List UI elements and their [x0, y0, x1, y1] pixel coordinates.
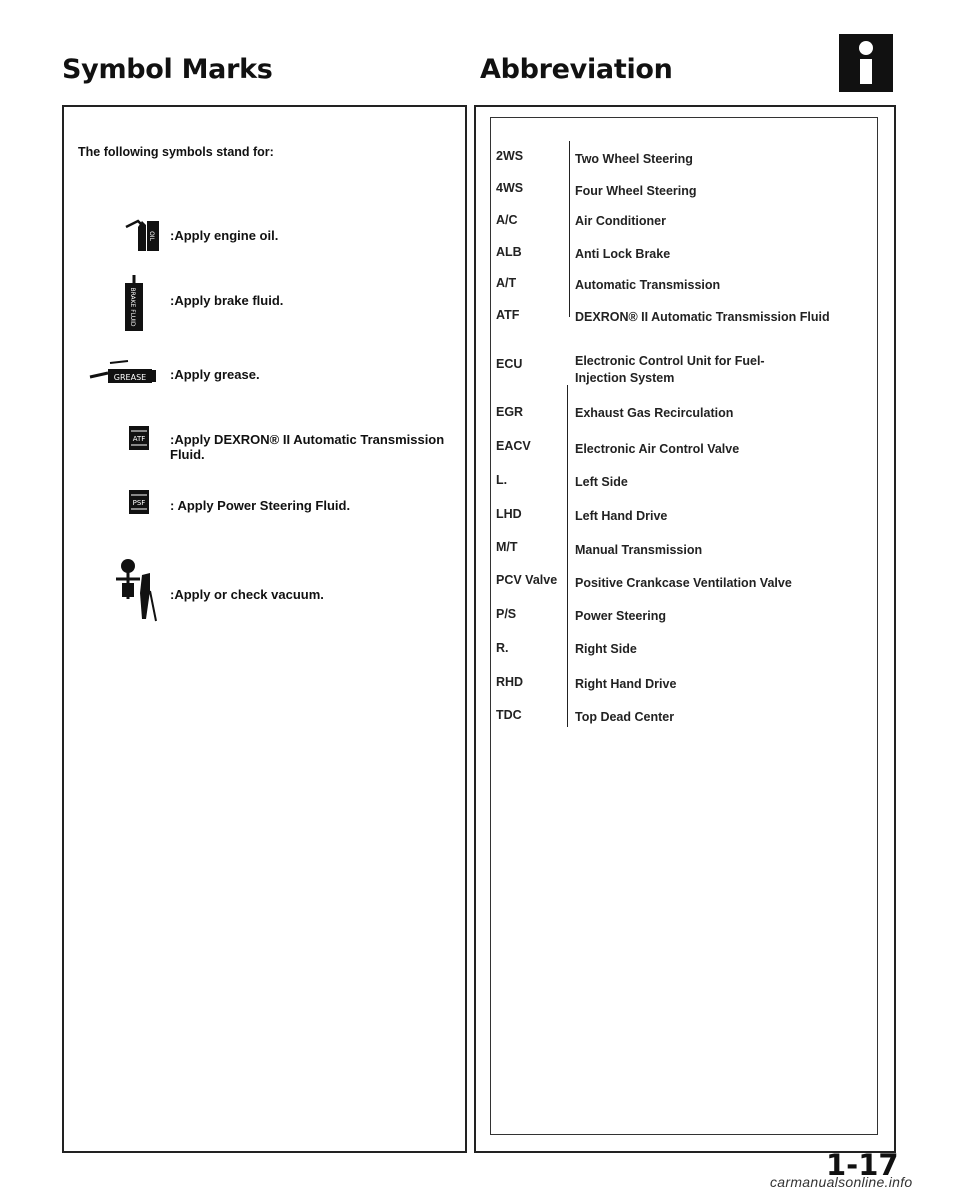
abbreviation-meaning: Positive Crankcase Ventilation Valve	[575, 576, 792, 590]
symbol-description: : Apply Power Steering Fluid.	[170, 498, 351, 513]
abbreviation-term: ECU	[496, 357, 523, 371]
brake-fluid-icon	[114, 273, 154, 335]
abbreviation-term: LHD	[496, 507, 522, 521]
info-icon	[839, 34, 893, 92]
abbreviation-meaning: Manual Transmission	[575, 543, 703, 557]
grease-icon	[88, 359, 160, 387]
abbreviation-meaning: Electronic Control Unit for Fuel-Injection System	[575, 354, 765, 385]
abbreviation-meaning: DEXRON® II Automatic Transmission Fluid	[575, 310, 830, 324]
abbreviation-table-frame	[490, 117, 878, 1135]
engine-oil-icon	[122, 215, 162, 255]
abbreviation-term: A/C	[496, 213, 518, 227]
abbreviation-meaning: Left Hand Drive	[575, 509, 668, 523]
abbreviation-meaning: Left Side	[575, 475, 628, 489]
column-divider	[567, 541, 568, 727]
abbreviation-meaning: Right Side	[575, 642, 637, 656]
abbreviation-term: P/S	[496, 607, 517, 621]
abbreviation-meaning: Electronic Air Control Valve	[575, 442, 740, 456]
abbreviation-term: L.	[496, 473, 508, 487]
abbreviation-term: ALB	[496, 245, 522, 259]
abbreviation-term: TDC	[496, 708, 522, 722]
abbreviation-term: R.	[496, 641, 509, 655]
symbol-marks-panel	[62, 105, 467, 1153]
column-divider	[569, 141, 570, 317]
abbreviation-meaning: Right Hand Drive	[575, 677, 677, 691]
atf-icon	[128, 425, 150, 451]
page-number: 1-17	[826, 1148, 899, 1182]
symbol-description: :Apply DEXRON® II Automatic Transmission Fluid.	[170, 432, 445, 462]
svg-text:PSF: PSF	[132, 499, 146, 507]
abbreviation-term: ATF	[496, 308, 520, 322]
abbreviation-meaning: Top Dead Center	[575, 710, 675, 724]
symbol-description: :Apply brake fluid.	[170, 293, 284, 308]
abbreviation-meaning: Automatic Transmission	[575, 278, 721, 292]
svg-text:ATF: ATF	[132, 435, 146, 443]
symbol-description: :Apply grease.	[170, 367, 260, 382]
symbol-item	[64, 425, 464, 475]
abbreviation-panel	[474, 105, 896, 1153]
symbol-marks-heading: Symbol Marks	[62, 54, 273, 85]
psf-icon	[128, 489, 150, 515]
abbreviation-term: A/T	[496, 276, 517, 290]
svg-text:OIL: OIL	[148, 231, 155, 241]
svg-text:BRAKE FLUID: BRAKE FLUID	[129, 287, 136, 327]
symbol-item	[64, 489, 464, 539]
abbreviation-term: EACV	[496, 439, 531, 453]
abbreviation-term: 4WS	[496, 181, 524, 195]
symbol-item	[64, 215, 464, 265]
abbreviation-term: PCV Valve	[496, 573, 558, 587]
symbol-item	[64, 557, 464, 607]
abbreviation-meaning: Two Wheel Steering	[575, 152, 693, 166]
symbol-description: :Apply engine oil.	[170, 228, 279, 243]
symbols-intro: The following symbols stand for:	[78, 145, 274, 159]
watermark-url: carmanualsonline.info	[770, 1174, 913, 1190]
abbreviation-meaning: Air Conditioner	[575, 214, 666, 228]
abbreviation-meaning: Four Wheel Steering	[575, 184, 697, 198]
svg-text:GREASE: GREASE	[113, 373, 147, 382]
abbreviation-meaning: Power Steering	[575, 609, 666, 623]
abbreviation-heading: Abbreviation	[480, 54, 673, 85]
symbol-item	[64, 273, 464, 327]
symbol-item	[64, 359, 464, 409]
abbreviation-term: EGR	[496, 405, 524, 419]
abbreviation-term: M/T	[496, 540, 518, 554]
abbreviation-term: 2WS	[496, 149, 524, 163]
abbreviation-meaning: Exhaust Gas Recirculation	[575, 406, 734, 420]
vacuum-icon	[114, 557, 160, 627]
abbreviation-term: RHD	[496, 675, 524, 689]
column-divider	[567, 385, 568, 541]
abbreviation-meaning: Anti Lock Brake	[575, 247, 671, 261]
symbol-description: :Apply or check vacuum.	[170, 587, 324, 602]
